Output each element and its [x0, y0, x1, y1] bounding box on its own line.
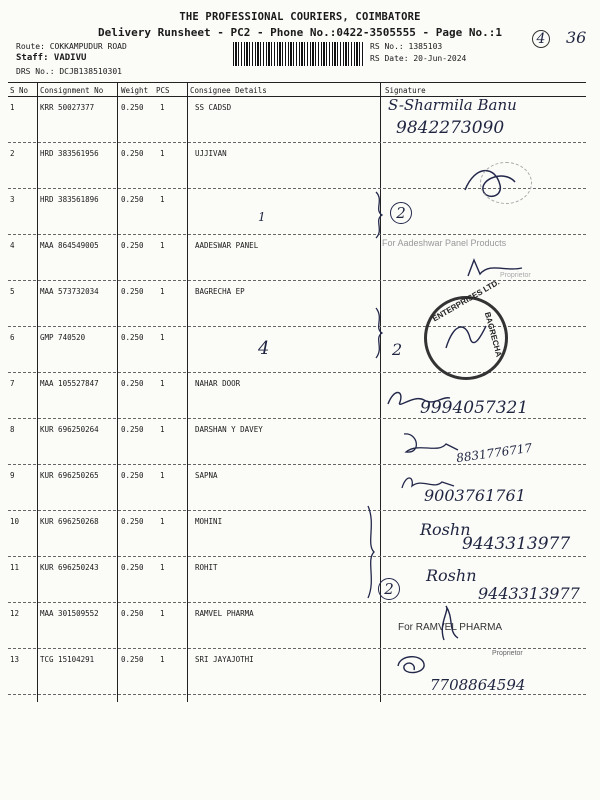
company-title: THE PROFESSIONAL COURIERS, COIMBATORE — [179, 11, 421, 23]
corner-mark-circled: 4 — [532, 30, 550, 48]
cell-sno: 3 — [10, 195, 15, 204]
cell-weight: 0.250 — [121, 287, 144, 296]
col-weight: Weight — [121, 86, 149, 95]
stamp-aadeshwar: For Aadeshwar Panel Products — [382, 238, 507, 248]
cell-weight: 0.250 — [121, 517, 144, 526]
barcode — [233, 42, 365, 66]
row-divider — [8, 464, 586, 465]
bracket-r11 — [364, 504, 378, 600]
handmark-r6: 2 — [392, 340, 403, 359]
cell-sno: 12 — [10, 609, 20, 618]
cell-consignee: SS CADSD — [195, 103, 232, 112]
cell-pcs: 1 — [160, 241, 165, 250]
cell-consignee: SRI JAYAJOTHI — [195, 655, 254, 664]
signature-r10-phone: 9443313977 — [462, 534, 571, 554]
stamp-bagrecha-top: ENTERPRISES LTD. — [430, 277, 502, 324]
stamp-bagrecha-side: BAGRECHA — [482, 311, 504, 358]
runsheet-title: Delivery Runsheet - PC2 - Phone No.:0422-3505555 - Page No.:1 — [98, 26, 502, 39]
col-pcs: PCS — [156, 86, 170, 95]
signature-r12 — [424, 604, 464, 644]
bracket-r6 — [372, 306, 386, 360]
cell-pcs: 1 — [160, 517, 165, 526]
cell-pcs: 1 — [160, 149, 165, 158]
stamp-ramvel: For RAMVEL PHARMA — [398, 622, 503, 633]
cell-pcs: 1 — [160, 471, 165, 480]
signature-r9-phone: 9003761761 — [424, 486, 526, 505]
cell-sno: 8 — [10, 425, 15, 434]
cell-pcs: 1 — [160, 609, 165, 618]
cell-sno: 4 — [10, 241, 15, 250]
cell-consignment: KUR 696250265 — [40, 471, 99, 480]
signature-r13-phone: 7708864594 — [430, 676, 526, 694]
cell-weight: 0.250 — [121, 563, 144, 572]
cell-consignment: GMP 740520 — [40, 333, 86, 342]
cell-consignment: KUR 696250243 — [40, 563, 99, 572]
cell-sno: 10 — [10, 517, 20, 526]
cell-sno: 13 — [10, 655, 20, 664]
signature-r5 — [440, 318, 490, 358]
cell-sno: 9 — [10, 471, 15, 480]
row-divider — [8, 694, 586, 695]
cell-consignment: KUR 696250268 — [40, 517, 99, 526]
cell-weight: 0.250 — [121, 241, 144, 250]
stamp-aadeshwar-sub: Proprietor — [500, 272, 531, 279]
signature-r11-phone: 9443313977 — [478, 584, 580, 603]
cell-sno: 2 — [10, 149, 15, 158]
handmark-r3-tick: 1 — [258, 210, 266, 224]
cell-weight: 0.250 — [121, 655, 144, 664]
rs-date: RS Date: 20-Jun-2024 — [370, 54, 467, 63]
cell-consignee: MOHINI — [195, 517, 223, 526]
rs-number: RS No.: 1385103 — [370, 42, 443, 51]
cell-pcs: 1 — [160, 425, 165, 434]
row-divider — [8, 510, 586, 511]
cell-pcs: 1 — [160, 287, 165, 296]
cell-pcs: 1 — [160, 103, 165, 112]
signature-r7-phone: 9994057321 — [420, 398, 529, 418]
cell-pcs: 1 — [160, 195, 165, 204]
signature-r13 — [392, 652, 432, 678]
cell-consignment: MAA 864549005 — [40, 241, 99, 250]
cell-weight: 0.250 — [121, 425, 144, 434]
row-divider — [8, 372, 586, 373]
cell-consignee: RAMVEL PHARMA — [195, 609, 254, 618]
cell-pcs: 1 — [160, 655, 165, 664]
staff-label: Staff: VADIVU — [16, 53, 87, 63]
cell-consignment: TCG 15104291 — [40, 655, 95, 664]
signature-r10-name: Roshn — [420, 520, 471, 539]
cell-consignment: MAA 301509552 — [40, 609, 99, 618]
handmark-r3: 2 — [390, 202, 412, 224]
handmark-r6-tick: 4 — [258, 338, 270, 359]
col-sno: S No — [10, 86, 29, 95]
cell-consignment: MAA 105527847 — [40, 379, 99, 388]
handmark-r11: 2 — [378, 578, 400, 600]
cell-consignee: SAPNA — [195, 471, 218, 480]
cell-pcs: 1 — [160, 379, 165, 388]
stamp-ramvel-sub: Proprietor — [492, 650, 523, 657]
col-divider — [187, 82, 188, 702]
cell-consignee: BAGRECHA EP — [195, 287, 245, 296]
col-signature: Signature — [385, 86, 426, 95]
col-consignee: Consignee Details — [190, 86, 267, 95]
table-top-border — [8, 82, 586, 83]
cell-consignment: HRD 383561956 — [40, 149, 99, 158]
row-divider — [8, 418, 586, 419]
cell-pcs: 1 — [160, 563, 165, 572]
col-divider — [380, 82, 381, 702]
row-divider — [8, 556, 586, 557]
row-divider — [8, 234, 586, 235]
row-divider — [8, 648, 586, 649]
corner-mark-count: 36 — [566, 28, 587, 47]
cell-consignment: KUR 696250264 — [40, 425, 99, 434]
cell-consignee: DARSHAN Y DAVEY — [195, 425, 263, 434]
cell-weight: 0.250 — [121, 471, 144, 480]
drs-label: DRS No.: DCJB138510301 — [16, 67, 122, 76]
cell-pcs: 1 — [160, 333, 165, 342]
signature-r11-name: Roshn — [426, 566, 477, 585]
cell-consignee: ROHIT — [195, 563, 218, 572]
cell-consignee: NAHAR DOOR — [195, 379, 241, 388]
col-divider — [117, 82, 118, 702]
col-consignment: Consignment No — [40, 86, 104, 95]
cell-weight: 0.250 — [121, 195, 144, 204]
cell-consignee: AADESWAR PANEL — [195, 241, 259, 250]
cell-weight: 0.250 — [121, 379, 144, 388]
cell-consignment: HRD 383561896 — [40, 195, 99, 204]
cell-weight: 0.250 — [121, 149, 144, 158]
row-divider — [8, 142, 586, 143]
cell-consignment: KRR 50027377 — [40, 103, 95, 112]
cell-sno: 11 — [10, 563, 20, 572]
cell-sno: 5 — [10, 287, 15, 296]
signature-r1-name: S-Sharmila Banu — [388, 96, 517, 114]
cell-consignee: UJJIVAN — [195, 149, 227, 158]
stamp-r2 — [480, 162, 532, 204]
bracket-r3 — [372, 190, 386, 240]
cell-consignment: MAA 573732034 — [40, 287, 99, 296]
col-divider — [37, 82, 38, 702]
cell-weight: 0.250 — [121, 609, 144, 618]
cell-weight: 0.250 — [121, 333, 144, 342]
cell-sno: 1 — [10, 103, 15, 112]
cell-sno: 6 — [10, 333, 15, 342]
signature-r8-phone: 8831776717 — [455, 440, 533, 466]
signature-r1-phone: 9842273090 — [396, 118, 505, 138]
route-label: Route: COKKAMPUDUR ROAD — [16, 42, 127, 51]
cell-sno: 7 — [10, 379, 15, 388]
cell-weight: 0.250 — [121, 103, 144, 112]
